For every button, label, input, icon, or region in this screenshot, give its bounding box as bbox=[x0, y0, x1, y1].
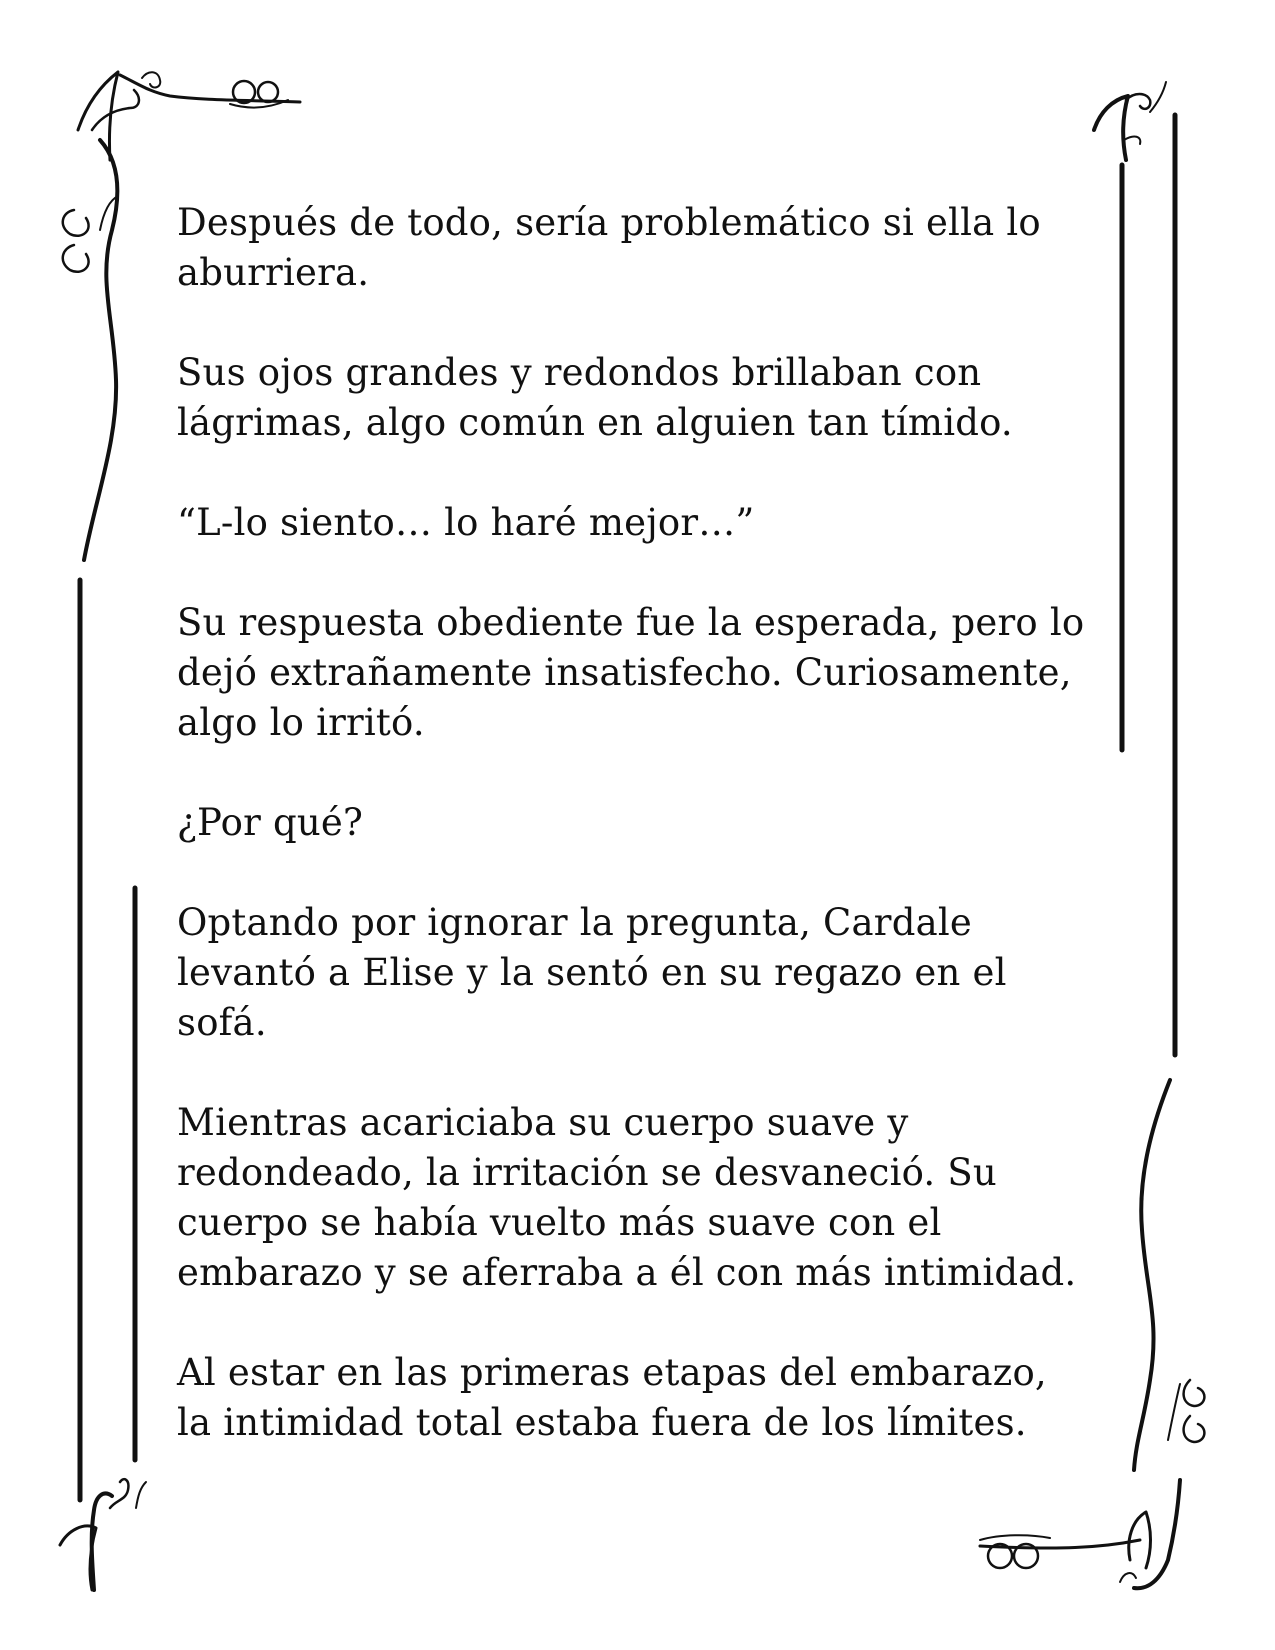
paragraph: ¿Por qué? bbox=[177, 801, 364, 844]
paragraph: Después de todo, sería problemático si ella lo aburriera. bbox=[177, 201, 1041, 294]
flourish-top-right-icon bbox=[1094, 82, 1166, 160]
paragraph: Sus ojos grandes y redondos brillaban con lágrimas, algo común en alguien tan tímido. bbox=[177, 351, 1013, 444]
paragraph: Al estar en las primeras etapas del embarazo, la intimidad total estaba fuera de los límites. bbox=[177, 1351, 1047, 1444]
paragraph: Mientras acariciaba su cuerpo suave y redondeado, la irritación se desvaneció. Su cuerpo se había vuelto más suave con el embarazo y se aferraba a él con más intimidad. bbox=[177, 1101, 1077, 1294]
story-text bbox=[177, 198, 1097, 1498]
paragraph: Optando por ignorar la pregunta, Cardale levantó a Elise y la sentó en su regazo en el sofá. bbox=[177, 901, 1007, 1044]
paragraph: Su respuesta obediente fue la esperada, pero lo dejó extrañamente insatisfecho. Curiosamente, algo lo irritó. bbox=[177, 601, 1085, 744]
paragraph: “L-lo siento… lo haré mejor…” bbox=[177, 501, 755, 544]
flourish-bottom-left-icon bbox=[60, 1479, 146, 1590]
